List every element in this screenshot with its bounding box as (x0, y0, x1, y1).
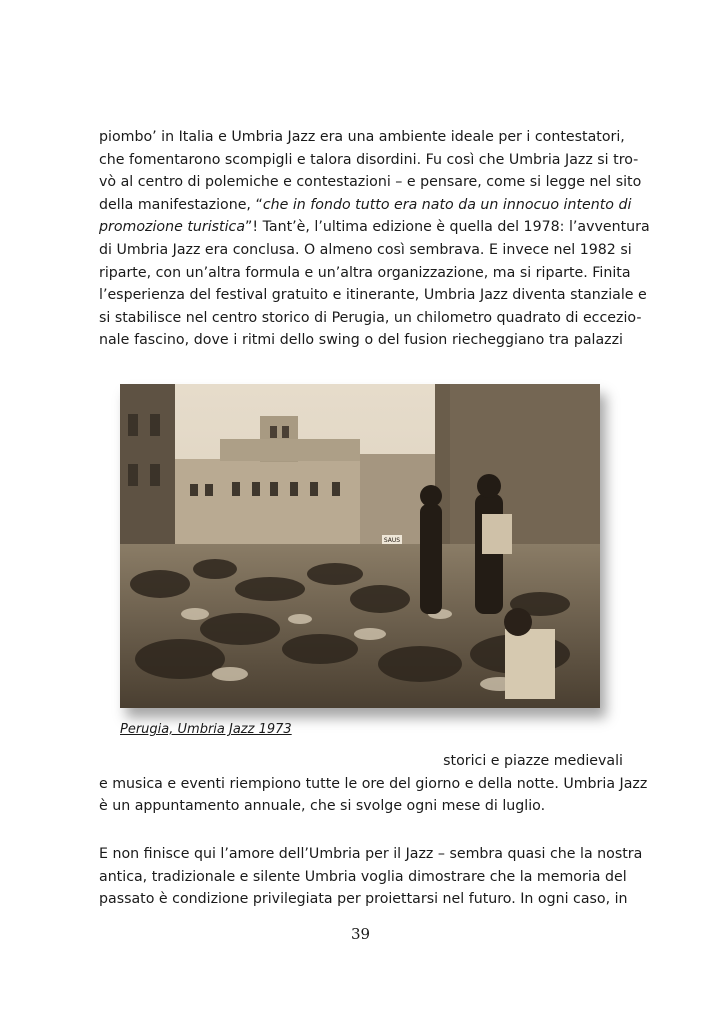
sepia-crowd-photo (120, 384, 600, 708)
text-line: l’esperienza del festival gratuito e itinerante, Umbria Jazz diventa stanziale e (99, 287, 647, 304)
text-segment: della manifestazione, “ (99, 196, 263, 213)
paragraph-umbria-jazz-love (99, 843, 643, 911)
text-line: si stabilisce nel centro storico di Perugia, un chilometro quadrato di eccezio- (99, 309, 642, 326)
crowd-sign-text: SAUS (383, 537, 401, 544)
text-line: nale fascino, dove i ritmi dello swing o del fusion riecheggiano tra palazzi (99, 332, 623, 349)
quote-italic: che in fondo tutto era nato da un innocuo intento di (262, 196, 632, 213)
text-line: che fomentarono scompigli e talora disordini. Fu così che Umbria Jazz si tro- (99, 151, 639, 168)
text-line: storici e piazze medievali (443, 753, 623, 769)
text-line: riparte, con un’altra formula e un’altra organizzazione, ma si riparte. Finita (99, 264, 631, 281)
quote-italic: promozione turistica (99, 219, 246, 236)
page-number: 39 (350, 925, 371, 943)
paragraph-festival-continued (99, 750, 648, 818)
text-line: piombo’ in Italia e Umbria Jazz era una ambiente ideale per i contestatori, (99, 129, 625, 145)
text-line: e musica e eventi riempiono tutte le ore del giorno e della notte. Umbria Jazz (99, 775, 648, 792)
text-segment: ”! Tant’è, l’ultima edizione è quella del 1978: l’avventura (245, 219, 650, 236)
text-line: passato è condizione privilegiata per proiettarsi nel futuro. In ogni caso, in (99, 891, 628, 908)
text-line: vò al centro di polemiche e contestazioni – e pensare, come si legge nel sito (99, 174, 642, 191)
text-line: antica, tradizionale e silente Umbria voglia dimostrare che la memoria del (99, 868, 627, 885)
text-line (99, 216, 650, 239)
photo-perugia-umbria-jazz (120, 384, 600, 708)
text-line: è un appuntamento annuale, che si svolge ogni mese di luglio. (99, 798, 546, 815)
photo-caption: Perugia, Umbria Jazz 1973 (120, 722, 292, 737)
paragraph-festival-history (99, 126, 650, 352)
text-line: E non finisce qui l’amore dell’Umbria per il Jazz – sembra quasi che la nostra (99, 846, 643, 862)
text-line (99, 194, 632, 217)
text-line: di Umbria Jazz era conclusa. O almeno così sembrava. E invece nel 1982 si (99, 241, 632, 258)
